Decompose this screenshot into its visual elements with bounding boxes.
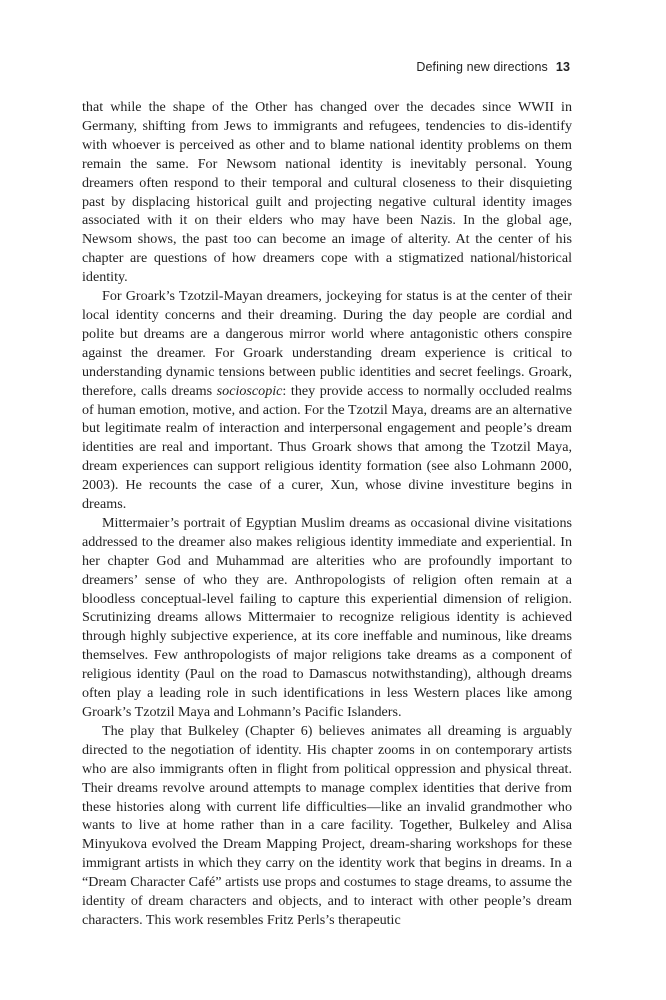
- paragraph-2: [82, 287, 572, 514]
- paragraph-1-text: that while the shape of the Other has changed over the decades since WWII in Germany, shifting from Jews to immigrants and refugees, tendencies to dis-identify with whoever is perceived as other and to blame national identity problems on them remain the same. For Newsom national identity is inevitably personal. Young dreamers often respond to their temporal and cultural closeness to their disquieting past by displacing historical guilt and projecting negative cultural identity images associated with it on their elders who may have been Nazis. In the global age, Newsom shows, the past too can become an image of alterity. At the center of his chapter are questions of how dreamers cope with a stigmatized national/historical identity.: [82, 99, 572, 286]
- body-text: [82, 98, 572, 930]
- paragraph-2-text-end: : they provide access to normally occluded realms of human emotion, motive, and action. For the Tzotzil Maya, dreams are an alternative but legitimate realm of interaction and interpersonal engagement and people’s dream identities are real and important. Thus Groark shows that among the Tzotzil Maya, dream experiences can support religious identity formation (see also Lohmann 2000, 2003). He recounts the case of a curer, Xun, whose divine investiture begins in dreams.: [82, 382, 572, 513]
- paragraph-2-text-start: For Groark’s Tzotzil-Mayan dreamers, jockeying for status is at the center of their local identity concerns and their dreaming. During the day people are cordial and polite but dreams are a dangerous mirror world where antagonistic others conspire against the dreamer. For Groark understanding dream experience is critical to understanding dynamic tensions between public identities and secret feelings. Groark, therefore, calls dreams: [82, 288, 572, 399]
- italic-term-socioscopic: socioscopic: [216, 382, 283, 399]
- paragraph-4: [82, 722, 572, 930]
- page-number: 13: [555, 60, 570, 74]
- running-head-title: Defining new directions: [416, 60, 548, 74]
- running-head: [416, 60, 570, 74]
- paragraph-4-text: The play that Bulkeley (Chapter 6) believes animates all dreaming is arguably directed to the negotiation of identity. His chapter zooms in on contemporary artists who are also immigrants often in flight from political oppression and physical threat. Their dreams revolve around attempts to manage complex identities that derive from these histories along with current life difficulties—like an invalid grandmother who wants to live at home rather than in a care facility. Together, Bulkeley and Alisa Minyukova evolved the Dream Mapping Project, dream-sharing workshops for these immigrant artists in which they carry on the identity work that begins in dreams. In a “Dream Character Café” artists use props and costumes to stage dreams, to assume the identity of dream characters and objects, and to interact with other people’s dream characters. This work resembles Fritz Perls’s therapeutic: [82, 722, 572, 928]
- paragraph-3-text: Mittermaier’s portrait of Egyptian Muslim dreams as occasional divine visitations addressed to the dreamer also makes religious identity immediate and experiential. In her chapter God and Muhammad are alterities who are profoundly important to dreamers’ sense of who they are. Anthropologists of religion often remain at a bloodless conceptual-level failing to capture this experiential dimension of religion. Scrutinizing dreams allows Mittermaier to recognize religious identity is achieved through highly subjective experience, at its core ineffable and numinous, like dreams themselves. Few anthropologists of major religions take dreams as a component of religious identity (Paul on the road to Damascus notwithstanding), although dreams often play a leading role in such identifications in less Western places like among Groark’s Tzotzil Maya and Lohmann’s Pacific Islanders.: [82, 514, 572, 720]
- paragraph-1: [82, 98, 572, 287]
- paragraph-3: [82, 514, 572, 722]
